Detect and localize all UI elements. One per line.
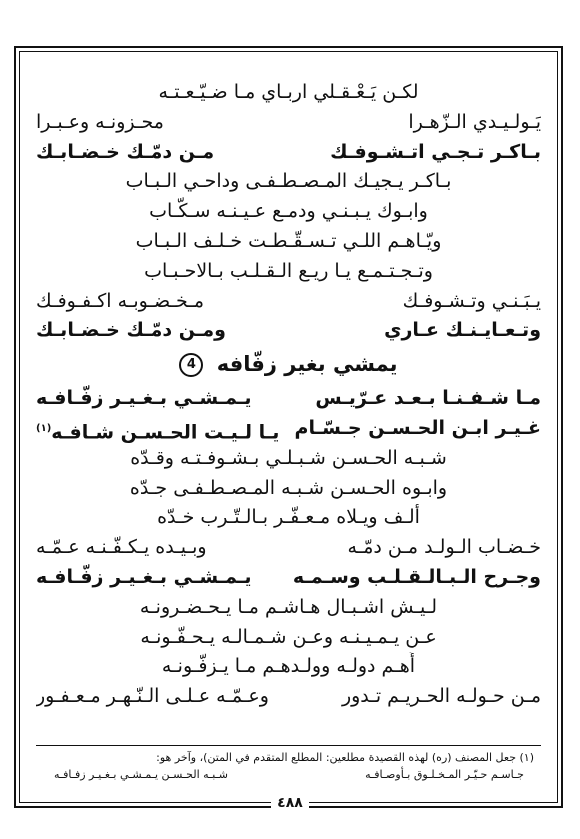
page-number [0,792,580,811]
footnote-line: (١) جعل المصنف (ره) لهذه القصيدة مطلعين: المطلع المتقدم في المتن)، وآخر هو: [156,751,534,764]
footnote-hemistich-left: شـبـه الحـسـن يـمـشـي بـغـيـر زفـافـه [54,768,229,781]
verse-line: وابـوه الحـسـن شـبـه المـصـطـفـى جـدّه [129,476,448,499]
poem-body [36,78,541,712]
hemistich-left [36,414,279,444]
refrain-line [36,316,541,346]
hemistich-right: خـضـاب الـولـد مـن دمّـه [347,536,541,559]
verse-line [36,287,541,317]
refrain-line [36,414,541,444]
footnote-verse [54,766,534,783]
hemistich-left: يـمـشـي بـغـيـر زفّـافـه [36,387,252,410]
verse-line: وتـجـتـمـع يـا ريـع الـقـلـب بـالاحـبـاب [144,259,433,282]
footnote-divider [36,745,541,746]
hemistich-text: يـا لـيـت الحـسـن شـافـه [51,421,280,444]
hemistich-left: محـزونـه وعـبـرا [36,110,164,133]
hemistich-left: وبـيـده يـكـفّـنـه عـمّـه [36,536,207,559]
verse-line: بـاكـر يـجيـك المـصـطـفـى وداحـي الـبـاب [125,170,452,193]
verse-line: عـن يـمـيـنـه وعـن شـمـالـه يـحـفّـونـه [140,625,437,648]
hemistich-right: وتـعـايـنـك عـاري [384,319,541,342]
page-number-text: ٤٨٨ [271,795,309,811]
hemistich-right: مـا شـفـنـا بـعـد عـرّيـس [315,387,541,410]
verse-line: لـيـش اشـبـال هـاشـم مـا يـحـضـرونـه [139,595,438,618]
verse-line: ويّـاهـم اللـي تـسـقّـطـت خـلـف الـبـاب [135,229,442,252]
hemistich-left: مـن دمّـك خـضـابـك [36,140,215,163]
refrain-line [36,384,541,414]
verse-line: شـبـه الحـسـن شـبـلـي بـشـوفـتـه وقـدّه [130,446,447,469]
hemistich-right: وجـرح الـبـالـقـلـب وسـمـه [292,565,541,588]
hemistich-right: يَـولـيـدي الـزّهـرا [408,110,541,133]
verse-line: وابـوك يـبـنـي ودمـع عـيـنـه سـكّـاب [149,200,428,223]
heading-number-badge: 4 [179,353,203,377]
refrain-line [36,563,541,593]
verse-line: ألـف ويـلاه مـعـفّـر بـالـتّـرب خـدّه [157,506,420,529]
hemistich-right: غـيـر ابـن الحـسـن جـسّـام [294,416,541,439]
section-heading [36,348,541,380]
refrain-line [36,138,541,168]
verse-line: أُهـم دولـه وولـدهـم مـا يـزفّـونـه [161,655,416,678]
hemistich-left: مـخـضـوبـه اكـفـوفـك [36,289,205,312]
hemistich-right: يـبَـنـي وتـشـوفـك [402,289,541,312]
hemistich-left: ومـن دمّـك خـضـابـك [36,319,226,342]
hemistich-left: يـمـشـي بـغـيـر زفّـافـه [36,565,252,588]
verse-line [36,682,541,712]
hemistich-right: بـاكـر تـجـي اتـشـوفـك [330,140,541,163]
footnote-hemistich-right: جـاسـم حـيّـر المـخـلـوق بـأوصـافـه [365,768,524,781]
verse-line [36,533,541,563]
hemistich-left: وعـمّـه عـلـى الـنّـهـر مـعـفـور [36,685,269,708]
verse-line: لكـن يَـعْـقـلي اربـاي مـا ضـيّـعـتـه [158,81,419,103]
heading-title: يمشي بغير زفّافه [216,352,398,377]
verse-line [36,108,541,138]
hemistich-right: مـن حـولـه الحـريـم تـدور [341,685,541,708]
footnote [54,749,534,783]
footnote-marker: (١) [36,422,52,434]
